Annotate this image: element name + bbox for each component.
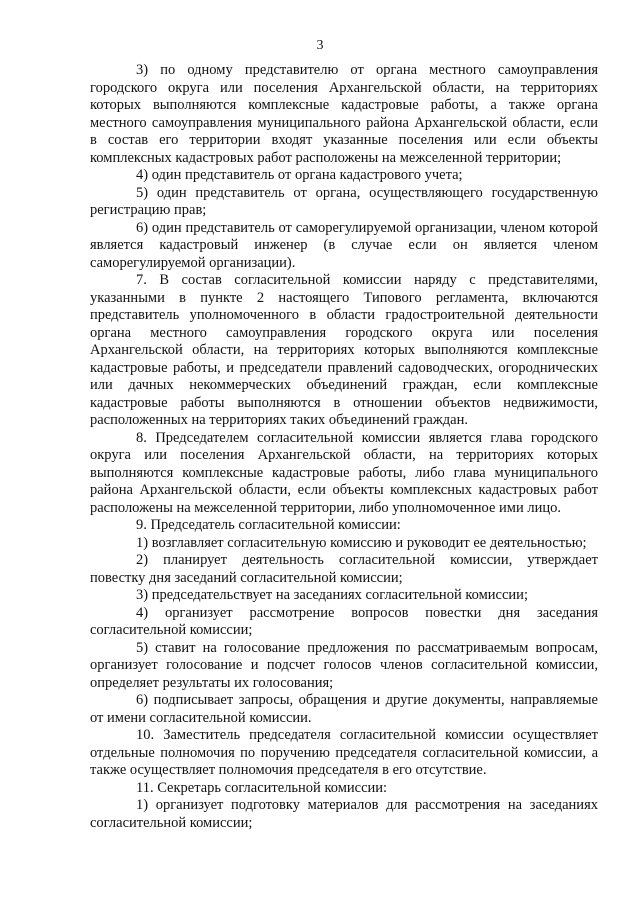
- clause-9-item-2: 2) планирует деятельность согласительной комиссии, утверждает повестку дня заседаний согласительной комиссии;: [90, 552, 598, 586]
- clause-7: 7. В состав согласительной комиссии наряду с представителями, указанными в пункте 2 настоящего Типового регламента, включаются представитель уполномоченного в области градостроительной деятельности органа местного самоуправления городского округа или поселения Архангельской области, на территориях которых выполняются комплексные кадастровые работы, и председатели правлений садоводческих, огороднических или дачных некоммерческих объединений граждан, если комплексные кадастровые работы выполняются в отношении объектов недвижимости, расположенных на территориях таких объединений граждан.: [90, 272, 598, 428]
- document-body: [90, 62, 598, 832]
- clause-11-item-1: 1) организует подготовку материалов для рассмотрения на заседаниях согласительной комиссии;: [90, 797, 598, 831]
- clause-9-item-4: 4) организует рассмотрение вопросов повестки дня заседания согласительной комиссии;: [90, 604, 598, 638]
- clause-9-item-3: 3) председательствует на заседаниях согласительной комиссии;: [136, 587, 528, 603]
- clause-10: 10. Заместитель председателя согласительной комиссии осуществляет отдельные полномочия по поручению председателя согласительной комиссии, а также осуществляет полномочия председателя в его отсутствие.: [90, 727, 598, 778]
- clause-9-heading: 9. Председатель согласительной комиссии:: [136, 517, 401, 533]
- paragraph-item-6: 6) один представитель от саморегулируемой организации, членом которой является кадастровый инженер (в случае если он является членом саморегулируемой организации).: [90, 219, 598, 271]
- paragraph-item-4: 4) один представитель от органа кадастрового учета;: [136, 167, 463, 183]
- paragraph-item-5: 5) один представитель от органа, осуществляющего государственную регистрацию прав;: [90, 184, 598, 218]
- clause-9-item-6: 6) подписывает запросы, обращения и другие документы, направляемые от имени согласительной комиссии.: [90, 692, 598, 726]
- clause-9-item-5: 5) ставит на голосование предложения по рассматриваемым вопросам, организует голосование и подсчет голосов членов согласительной комиссии, определяет результаты их голосования;: [90, 639, 598, 691]
- clause-9-item-1: 1) возглавляет согласительную комиссию и руководит ее деятельностью;: [136, 534, 587, 551]
- paragraph-item-3: 3) по одному представителю от органа местного самоуправления городского округа или поселения Архангельской области, на территориях которых выполняются комплексные кадастровые работы, а также органа местного самоуправления муниципального района Архангельской области, если в состав его территории входят указанные поселения или если объекты комплексных кадастровых работ расположены на межселенной территории;: [90, 62, 598, 166]
- clause-11-heading: 11. Секретарь согласительной комиссии:: [136, 779, 388, 796]
- clause-8: 8. Председателем согласительной комиссии является глава городского округа или поселения Архангельской области, на территориях которых выполняются комплексные кадастровые работы, либо глава муниципального района Архангельской области, если объекты комплексных кадастровых работ расположены на межселенной территории, либо уполномоченное ими лицо.: [90, 429, 598, 516]
- page-number: 3: [316, 38, 324, 53]
